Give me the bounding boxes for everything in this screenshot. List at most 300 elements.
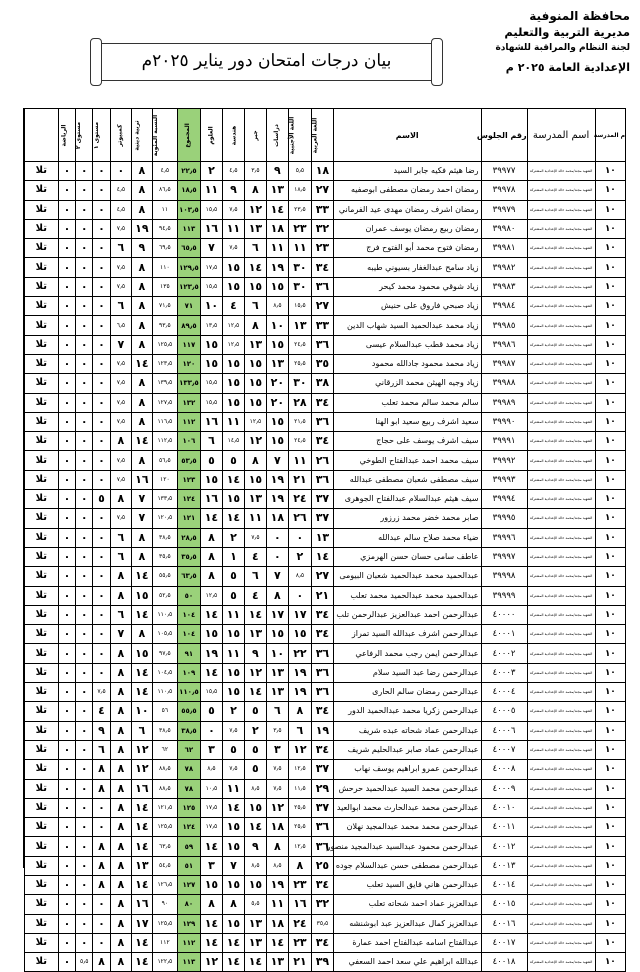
table-row — [25, 605, 626, 624]
table-cell: ١٠ — [595, 875, 625, 894]
table-cell: ١٤ — [311, 547, 333, 566]
table-row — [25, 625, 626, 644]
table-row — [25, 760, 626, 779]
table-cell: ٤٠٠٠٢ — [481, 644, 527, 663]
table-cell: ٣٧ — [311, 798, 333, 817]
table-cell: عبدالرحمن عمرو ابراهيم يوسف نهاب — [333, 760, 481, 779]
table-cell: ٠ — [93, 586, 111, 605]
table-cell: ٣٩٩٨٨ — [481, 374, 527, 393]
table-cell: ١٥٫٥ — [200, 374, 222, 393]
table-cell: ١٤ — [131, 933, 152, 952]
table-cell: ٠ — [58, 297, 76, 316]
table-cell: ١٠ — [595, 856, 625, 875]
table-cell: ٠ — [76, 316, 93, 335]
table-cell: تلا — [25, 760, 59, 779]
table-cell: ٠ — [58, 605, 76, 624]
table-row — [25, 297, 626, 316]
table-cell: ١١ — [266, 239, 288, 258]
table-cell: الشهيد مجند/محمد خالد الإعدادية المشتركة — [527, 914, 595, 933]
table-cell: ٤٠٠١٣ — [481, 856, 527, 875]
column-header-5: اللغة الأجنبية — [288, 109, 311, 162]
table-cell: تلا — [25, 818, 59, 837]
table-cell: ١٠ — [595, 953, 625, 972]
table-cell: ٠ — [58, 721, 76, 740]
table-cell: ٠ — [93, 335, 111, 354]
table-row — [25, 181, 626, 200]
table-cell: ٨ — [110, 818, 131, 837]
table-cell: ١٥٫٥ — [200, 277, 222, 296]
table-cell: ٤٠٠١٦ — [481, 914, 527, 933]
table-cell: ٢٣٫٥ — [288, 200, 311, 219]
table-cell: ٠ — [93, 605, 111, 624]
table-cell: ١٠ — [595, 412, 625, 431]
table-cell: ١٤ — [131, 837, 152, 856]
table-row — [25, 277, 626, 296]
table-cell: الشهيد مجند/محمد خالد الإعدادية المشتركة — [527, 702, 595, 721]
table-cell: ٠ — [58, 181, 76, 200]
table-cell: ٨ — [93, 856, 111, 875]
table-cell: ١٧ — [266, 605, 288, 624]
table-cell: عبدالحميد محمد عبدالحميد محمد تعلب — [333, 586, 481, 605]
table-cell: ٨ — [131, 335, 152, 354]
table-cell: ١٧٫٥ — [200, 798, 222, 817]
table-cell: ٢٣ — [288, 933, 311, 952]
table-cell: ٤٠٠٠١ — [481, 625, 527, 644]
table-row — [25, 818, 626, 837]
table-cell: ٠ — [58, 219, 76, 238]
table-cell: ٠ — [76, 683, 93, 702]
table-cell: ١٢٥٫٥ — [152, 914, 177, 933]
table-cell: ٥ — [200, 702, 222, 721]
table-cell: ٧ — [110, 335, 131, 354]
table-cell: ١٣٢ — [177, 393, 200, 412]
table-cell: ١٠ — [595, 181, 625, 200]
table-cell: ١٥ — [222, 354, 244, 373]
table-cell: ٠ — [93, 470, 111, 489]
table-row — [25, 162, 626, 181]
table-cell: ١٦ — [200, 412, 222, 431]
table-cell: ١٢ — [244, 663, 266, 682]
table-cell: عبدالحميد محمد عبدالحميد شعبان البيومى — [333, 567, 481, 586]
table-cell: ٠ — [93, 663, 111, 682]
table-cell: ١٤ — [131, 683, 152, 702]
table-cell: ١١٠ — [152, 258, 177, 277]
table-row — [25, 798, 626, 817]
table-cell: ١٠ — [595, 354, 625, 373]
table-cell: ١٢٠٫٥ — [152, 509, 177, 528]
table-cell: ٠ — [76, 528, 93, 547]
table-cell: ١٣ — [131, 856, 152, 875]
table-cell: عبدالرحمن احمد عبدالعزيز عبدالرحمن تلب — [333, 605, 481, 624]
table-cell: ٣٤ — [311, 933, 333, 952]
table-cell: ١٥ — [200, 875, 222, 894]
table-row — [25, 490, 626, 509]
table-cell: ٤٠٠٠٠ — [481, 605, 527, 624]
table-cell: ٥٠ — [177, 586, 200, 605]
table-cell: ١٥٫٥ — [200, 200, 222, 219]
table-cell: ٥٣٫٥ — [177, 451, 200, 470]
table-cell: ٢٢ — [288, 644, 311, 663]
table-cell: ١٦ — [131, 895, 152, 914]
table-cell: ٣٩٩٨٢ — [481, 258, 527, 277]
table-cell: ٠ — [58, 933, 76, 952]
table-cell: رمضان احمد رمضان مصطفى ابوصفيه — [333, 181, 481, 200]
table-cell: الشهيد مجند/محمد خالد الإعدادية المشتركة — [527, 162, 595, 181]
table-cell: رمضان ربيع رمضان يوسف عمران — [333, 219, 481, 238]
table-cell: ٠ — [58, 740, 76, 759]
column-header-3: الاسم — [333, 109, 481, 162]
table-cell: الشهيد مجند/محمد خالد الإعدادية المشتركة — [527, 219, 595, 238]
table-cell: ١٢١ — [177, 509, 200, 528]
table-cell: ٠ — [76, 625, 93, 644]
table-cell: ٨ — [110, 663, 131, 682]
table-cell: ٥٥٫٥ — [177, 702, 200, 721]
table-cell: ١١٠٫٥ — [152, 683, 177, 702]
table-cell: ١٥ — [222, 393, 244, 412]
table-cell: ٥ — [222, 451, 244, 470]
table-cell: ٠ — [76, 490, 93, 509]
table-cell: ٣٤ — [311, 625, 333, 644]
table-cell: سيف محمد احمد عبدالفتاح الطوخي — [333, 451, 481, 470]
table-cell: تلا — [25, 663, 59, 682]
table-cell: ١٠ — [595, 509, 625, 528]
table-cell: ٨ — [131, 200, 152, 219]
table-cell: عبدالرحمن محمد عبدالحارث محمد ابوالعيد — [333, 798, 481, 817]
table-cell: الشهيد مجند/محمد خالد الإعدادية المشتركة — [527, 451, 595, 470]
table-cell: ١٢٥٫٥ — [152, 335, 177, 354]
table-cell: ٠ — [58, 644, 76, 663]
table-cell: ٣٧ — [311, 760, 333, 779]
table-cell: ٨ — [110, 933, 131, 952]
table-cell: ١٧ — [288, 605, 311, 624]
table-cell: الشهيد مجند/محمد خالد الإعدادية المشتركة — [527, 953, 595, 972]
table-cell: ٨٦٫٥ — [152, 181, 177, 200]
table-cell: ٧١ — [177, 297, 200, 316]
table-cell: ٣٩٩٩٤ — [481, 490, 527, 509]
table-cell: ١٠ — [595, 818, 625, 837]
table-cell: عاطف سامى حسان حسن الهرمزي — [333, 547, 481, 566]
table-cell: الشهيد مجند/محمد خالد الإعدادية المشتركة — [527, 856, 595, 875]
table-cell: ٤ — [93, 702, 111, 721]
table-cell: ٣٦ — [311, 644, 333, 663]
table-cell: ٧٫٥ — [93, 683, 111, 702]
table-cell: عبدالرحمن عماد صابر عبدالحليم شريف — [333, 740, 481, 759]
table-cell: ٨ — [110, 740, 131, 759]
table-row — [25, 432, 626, 451]
table-cell: تلا — [25, 953, 59, 972]
table-cell: زياد شوقي محمود محمد كيحر — [333, 277, 481, 296]
table-cell: ٣٩٩٩٦ — [481, 528, 527, 547]
table-cell: ١٠ — [595, 625, 625, 644]
table-cell: ٧ — [131, 490, 152, 509]
table-cell: ٧٫٥ — [110, 258, 131, 277]
table-cell: ٠ — [93, 933, 111, 952]
table-cell: ٧٫٥ — [110, 412, 131, 431]
table-cell: ١٢٠ — [177, 354, 200, 373]
table-cell: ٠ — [76, 219, 93, 238]
table-row — [25, 219, 626, 238]
table-cell: ٨ — [110, 779, 131, 798]
table-cell: تلا — [25, 644, 59, 663]
table-cell: ١٨ — [266, 914, 288, 933]
table-cell: الشهيد مجند/محمد خالد الإعدادية المشتركة — [527, 412, 595, 431]
table-cell: ١٤ — [222, 933, 244, 952]
table-cell: ٠ — [288, 528, 311, 547]
table-cell: ٠ — [266, 528, 288, 547]
table-cell: ١٣٥ — [152, 277, 177, 296]
table-cell: عبدالرحمن محمود عبدالسيد عبدالمجيد منصور — [333, 837, 481, 856]
table-cell: ٠ — [58, 567, 76, 586]
table-cell: ٠ — [93, 277, 111, 296]
table-cell: ٠ — [58, 258, 76, 277]
table-cell: ٤٠٠٠٧ — [481, 740, 527, 759]
table-cell: ١٥ — [200, 335, 222, 354]
table-cell: ٤٠٠٠٦ — [481, 721, 527, 740]
table-cell: ٠ — [58, 451, 76, 470]
column-header-8: هندسة — [222, 109, 244, 162]
table-cell: ٦ — [110, 605, 131, 624]
table-cell: ١١٢ — [177, 933, 200, 952]
table-cell: ٣٩٩٩٣ — [481, 470, 527, 489]
table-cell: ١٠ — [595, 162, 625, 181]
table-row — [25, 528, 626, 547]
table-cell: ١٣ — [244, 933, 266, 952]
table-cell: عبدالرحمن عماد شحاته عبده شريف — [333, 721, 481, 740]
table-cell: ٢٣ — [288, 219, 311, 238]
table-cell: ٨ — [93, 837, 111, 856]
table-cell: ٩ — [244, 837, 266, 856]
table-cell: ٩٣٫٥ — [152, 316, 177, 335]
table-cell: ٢١ — [288, 470, 311, 489]
table-cell: ٠ — [76, 663, 93, 682]
table-cell: تلا — [25, 721, 59, 740]
table-cell: ٣٦ — [311, 663, 333, 682]
table-cell: ٣ — [266, 740, 288, 759]
table-cell: الشهيد مجند/محمد خالد الإعدادية المشتركة — [527, 374, 595, 393]
table-cell: ١٢ — [244, 200, 266, 219]
table-cell: ١٠ — [595, 528, 625, 547]
table-cell: ٠ — [76, 200, 93, 219]
table-cell: ١٥ — [244, 798, 266, 817]
table-cell: ١٢ — [131, 740, 152, 759]
table-cell: ١٠ — [595, 432, 625, 451]
table-cell: ٨ — [131, 412, 152, 431]
table-cell: ٨ — [110, 644, 131, 663]
table-cell: ٠ — [58, 200, 76, 219]
table-cell: ٢٢٫٥ — [177, 162, 200, 181]
table-cell: ٠ — [76, 509, 93, 528]
table-cell: ٣٩٩٧٩ — [481, 200, 527, 219]
table-cell: الشهيد مجند/محمد خالد الإعدادية المشتركة — [527, 721, 595, 740]
table-cell: الشهيد مجند/محمد خالد الإعدادية المشتركة — [527, 432, 595, 451]
table-cell: ٥٩ — [177, 837, 200, 856]
table-cell: ٤٠٠١٢ — [481, 837, 527, 856]
table-cell: تلا — [25, 625, 59, 644]
table-cell: ٥٢٫٥ — [152, 586, 177, 605]
table-cell: ١٣ — [244, 219, 266, 238]
table-cell: ٢ — [288, 547, 311, 566]
table-cell: ٣٦ — [311, 818, 333, 837]
table-cell: ٤٠٠٠٥ — [481, 702, 527, 721]
table-cell: ١٨٫٥ — [288, 181, 311, 200]
table-cell: تلا — [25, 528, 59, 547]
table-cell: ٥ — [244, 740, 266, 759]
table-cell: ٢٥٫٥ — [288, 818, 311, 837]
table-cell: ٢ — [200, 162, 222, 181]
table-cell: ٣٩٩٩٥ — [481, 509, 527, 528]
table-cell: ٠ — [76, 412, 93, 431]
table-cell: ٠ — [93, 451, 111, 470]
table-cell: ١٠ — [595, 895, 625, 914]
table-cell: ٥٦٫٥ — [152, 451, 177, 470]
table-cell: تلا — [25, 181, 59, 200]
table-cell: ٣٧ — [311, 490, 333, 509]
table-cell: ١٥ — [131, 586, 152, 605]
table-cell: ٣٤ — [311, 702, 333, 721]
table-cell: ٣٨٫٥ — [152, 528, 177, 547]
table-cell: ٠ — [76, 335, 93, 354]
table-cell: ٤٠٠٠٩ — [481, 779, 527, 798]
table-cell: ٠ — [93, 528, 111, 547]
table-cell: الشهيد مجند/محمد خالد الإعدادية المشتركة — [527, 239, 595, 258]
table-cell: تلا — [25, 162, 59, 181]
table-cell: ٠ — [93, 644, 111, 663]
table-cell: ١٩ — [200, 644, 222, 663]
table-cell: ٨ — [200, 895, 222, 914]
table-cell: ٣٩٩٨٦ — [481, 335, 527, 354]
table-cell: ١٨ — [266, 818, 288, 837]
table-cell: ١٠ — [266, 316, 288, 335]
table-cell: ١١ — [244, 509, 266, 528]
table-cell: ٣ — [200, 856, 222, 875]
table-cell: ٥٤٫٥ — [152, 856, 177, 875]
table-cell: ٣٤ — [311, 605, 333, 624]
table-cell: ٢٠ — [266, 374, 288, 393]
table-cell: ١٠ — [595, 200, 625, 219]
table-cell: عبدالعزيز كمال عبدالعزيز عبد ابوشنشه — [333, 914, 481, 933]
table-cell: ٢١٫٥ — [288, 412, 311, 431]
table-cell: تلا — [25, 277, 59, 296]
table-cell: ٣٩٩٩٨ — [481, 567, 527, 586]
certificate-title: الإعدادية العامة ٢٠٢٥ م — [505, 61, 630, 74]
table-cell: ٧٫٥ — [266, 779, 288, 798]
table-cell: تلا — [25, 856, 59, 875]
table-cell: ٧ — [110, 625, 131, 644]
table-cell: ١٠ — [595, 644, 625, 663]
table-cell: ٣٠ — [288, 258, 311, 277]
table-cell: الشهيد مجند/محمد خالد الإعدادية المشتركة — [527, 605, 595, 624]
table-cell: ٠ — [76, 277, 93, 296]
table-cell: ٥ — [200, 451, 222, 470]
table-cell: الشهيد مجند/محمد خالد الإعدادية المشتركة — [527, 200, 595, 219]
table-cell: ٠ — [110, 162, 131, 181]
table-cell: ١٢٥ — [177, 798, 200, 817]
table-cell: ٠ — [58, 509, 76, 528]
table-cell: تلا — [25, 374, 59, 393]
table-cell: ٢٦ — [288, 509, 311, 528]
table-cell: ١٦ — [288, 895, 311, 914]
table-cell: ٠ — [58, 683, 76, 702]
table-cell: ٢٨ — [288, 393, 311, 412]
table-cell: ٠ — [58, 895, 76, 914]
column-header-10: المجموع — [177, 109, 200, 162]
table-cell: تلا — [25, 933, 59, 952]
table-cell: ١٤ — [222, 509, 244, 528]
table-cell: ٣٣ — [311, 316, 333, 335]
column-header-14: مستوى ١ — [93, 109, 111, 162]
table-cell: ١٠ — [595, 239, 625, 258]
table-cell: ١٥ — [222, 490, 244, 509]
table-cell: ٠ — [76, 740, 93, 759]
column-header-7: جبر — [244, 109, 266, 162]
table-cell: ١٠ — [595, 393, 625, 412]
table-cell: ٨ — [110, 721, 131, 740]
table-cell: ٠ — [266, 547, 288, 566]
table-cell: ٠ — [58, 316, 76, 335]
table-row — [25, 335, 626, 354]
table-cell: ١٥ — [200, 625, 222, 644]
table-cell: ٠ — [58, 528, 76, 547]
table-cell: ٨٨٫٥ — [152, 779, 177, 798]
table-cell: ٥٦ — [152, 702, 177, 721]
table-cell: ٦٢ — [152, 740, 177, 759]
table-cell: ٧٫٥ — [110, 374, 131, 393]
column-header-16: الرياضة — [58, 109, 76, 162]
table-cell: ١١٠٫٥ — [152, 605, 177, 624]
table-cell: ٠ — [58, 663, 76, 682]
table-cell: ٥ — [93, 490, 111, 509]
table-cell: عبدالرحمن ايمن رجب محمد الرفاعي — [333, 644, 481, 663]
table-cell: ١٤ — [131, 354, 152, 373]
table-cell: ٣٤ — [311, 432, 333, 451]
table-cell: تلا — [25, 914, 59, 933]
table-cell: ٠ — [93, 374, 111, 393]
table-cell: ٣٩٩٨٤ — [481, 297, 527, 316]
table-cell: ٩ — [266, 162, 288, 181]
table-cell: تلا — [25, 490, 59, 509]
table-cell: ١١٣ — [177, 219, 200, 238]
table-cell: ٨ — [200, 567, 222, 586]
table-row — [25, 914, 626, 933]
table-cell: ٠ — [200, 721, 222, 740]
table-cell: ٣٠ — [288, 277, 311, 296]
table-cell: ٠ — [76, 181, 93, 200]
table-cell: الشهيد مجند/محمد خالد الإعدادية المشتركة — [527, 335, 595, 354]
table-cell: ٠ — [93, 895, 111, 914]
table-cell: ١٩ — [266, 875, 288, 894]
table-cell: ١٣ — [244, 335, 266, 354]
table-cell: ٣٦ — [311, 837, 333, 856]
table-cell: تلا — [25, 219, 59, 238]
table-cell: ١٠٦ — [177, 432, 200, 451]
table-cell: ٠ — [76, 239, 93, 258]
table-cell: رمضان اشرف رمضان مهدى عيد الفرماني — [333, 200, 481, 219]
table-row — [25, 354, 626, 373]
table-cell: ١٥ — [244, 470, 266, 489]
table-cell: ٩٤٫٥ — [152, 219, 177, 238]
table-cell: ٧٫٥ — [222, 721, 244, 740]
table-cell: ٠ — [93, 354, 111, 373]
table-cell: ٥٫٥ — [76, 953, 93, 972]
table-cell: ١٢٫٥ — [288, 760, 311, 779]
table-cell: ٧٫٥ — [222, 239, 244, 258]
table-cell: ٧٫٥ — [244, 528, 266, 547]
table-cell: ١١٢٫٥ — [152, 432, 177, 451]
table-cell: ٨٫٥ — [200, 760, 222, 779]
table-cell: الشهيد مجند/محمد خالد الإعدادية المشتركة — [527, 470, 595, 489]
table-cell: ٠ — [76, 914, 93, 933]
table-cell: تلا — [25, 875, 59, 894]
